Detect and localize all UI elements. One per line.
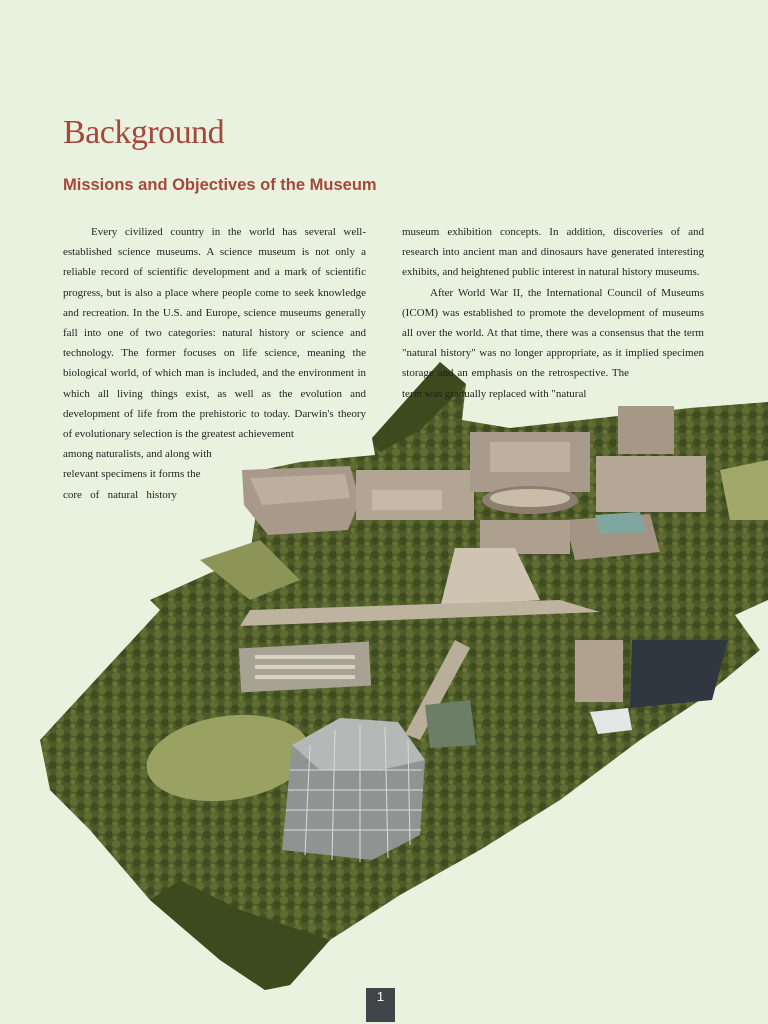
left-line-10: development of life from the prehistoric to today. Darwin's theory [63, 407, 366, 420]
section-title: Background [63, 114, 225, 151]
right-line-7: "natural history" was no longer appropriate, as it implied specimen [402, 347, 704, 360]
section-subtitle: Missions and Objectives of the Museum [63, 176, 377, 194]
right-line-4: After World War II, the International Council of Museums [430, 286, 704, 299]
left-line-12: among naturalists, and along with [63, 448, 212, 461]
left-line-9: which all living things exist, as well as the evolution and [63, 387, 366, 400]
left-line-8: biological world, of which man is included, and the environment in [63, 367, 366, 380]
solar-panels [630, 640, 728, 708]
left-line-7: technology. The former focuses on life science, meaning the [63, 347, 366, 360]
page-number: 1 [376, 989, 385, 1004]
right-line-8: storage and an emphasis on the retrospective. The [402, 367, 629, 380]
left-line-11: of evolutionary selection is the greatest achievement [63, 428, 294, 441]
text-column-right [402, 222, 704, 404]
right-line-9: term was gradually replaced with "natural [402, 387, 587, 400]
parked-cars [255, 655, 355, 679]
left-line-2: established science museums. A science museum is not only a [63, 246, 366, 259]
left-line-13: relevant specimens it forms the [63, 468, 201, 481]
right-line-1: museum exhibition concepts. In addition, discoveries of and [402, 226, 704, 238]
left-line-3: reliable record of scientific development and a mark of scientific [63, 266, 366, 279]
left-line-14: core of natural history [63, 488, 177, 501]
glass-conservatory [282, 718, 425, 862]
east-building [575, 640, 623, 702]
right-line-3: exhibits, and heightened public interest in natural history museums. [402, 266, 700, 279]
left-line-4: progress, but is also a place where people come to seek knowledge [63, 286, 366, 299]
left-line-6: fall into one of two categories: natural history or science and [63, 327, 366, 340]
right-line-6: all over the world. At that time, there was a consensus that the term [402, 327, 704, 340]
right-line-5: (ICOM) was established to promote the development of museums [402, 306, 704, 319]
left-line-1: Every civilized country in the world has several well- [91, 226, 366, 238]
left-line-5: and recreation. In the U.S. and Europe, science museums generally [63, 306, 366, 319]
page-number-box [366, 988, 395, 1022]
text-column-left [63, 222, 366, 505]
right-line-2: research into ancient man and dinosaurs have generated interesting [402, 246, 704, 259]
pond [425, 700, 476, 748]
